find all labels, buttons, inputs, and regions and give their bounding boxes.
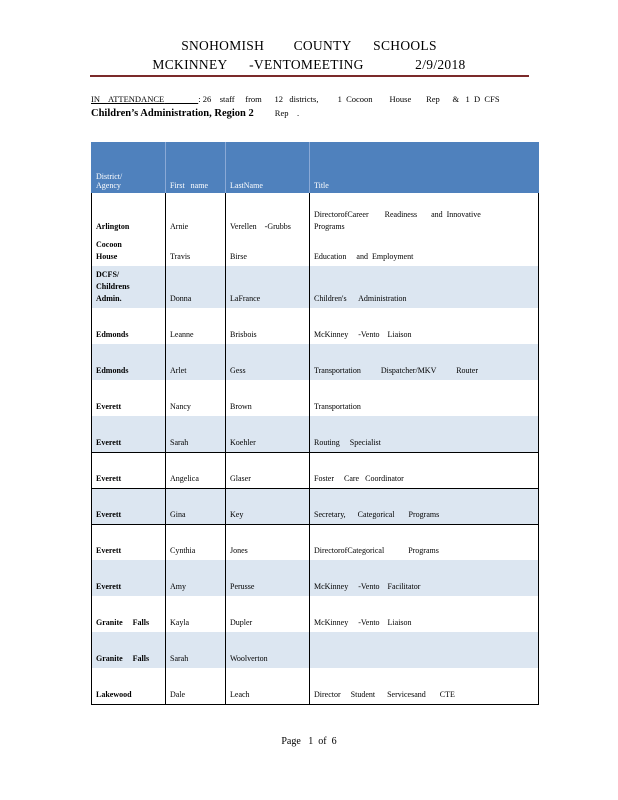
last-name-cell: Gess	[226, 344, 310, 380]
first-name-cell: Cynthia	[166, 524, 226, 560]
header-title: Title	[310, 142, 539, 193]
first-name-cell: Angelica	[166, 452, 226, 488]
district-cell: Arlington	[92, 193, 166, 236]
page-number: Page 1 of 6	[281, 736, 337, 747]
table-header-row	[92, 142, 539, 193]
last-name-cell: Dupler	[226, 596, 310, 632]
last-name-cell: Brisbois	[226, 308, 310, 344]
title-cell: Children's Administration	[310, 266, 539, 308]
table-row	[92, 416, 539, 452]
district-cell: Cocoon House	[92, 236, 166, 266]
first-name-cell: Arlet	[166, 344, 226, 380]
region-name: Children’s Administration, Region 2	[91, 108, 254, 119]
attendance-table	[91, 142, 539, 705]
last-name-cell: Koehler	[226, 416, 310, 452]
region-line	[91, 108, 299, 119]
document-title: SNOHOMISH COUNTY SCHOOLS	[181, 38, 437, 53]
district-cell: Everett	[92, 560, 166, 596]
district-cell: DCFS/ Childrens Admin.	[92, 266, 166, 308]
district-cell: Edmonds	[92, 308, 166, 344]
last-name-cell: Birse	[226, 236, 310, 266]
attendance-text: : 26 staff from 12 districts, 1 Cocoon House Rep & 1 D CFS	[198, 94, 500, 104]
first-name-cell: Arnie	[166, 193, 226, 236]
last-name-cell: Leach	[226, 668, 310, 704]
table-row	[92, 632, 539, 668]
meeting-subtitle: MCKINNEY -VENTOMEETING 2/9/2018	[152, 57, 466, 72]
region-rep: Rep .	[274, 108, 300, 118]
table-row	[92, 452, 539, 488]
table-row	[92, 560, 539, 596]
title-cell: Director Student Servicesand CTE	[310, 668, 539, 704]
header-first-name: First name	[166, 142, 226, 193]
district-cell: Everett	[92, 416, 166, 452]
header-last-name: LastName	[226, 142, 310, 193]
district-cell: Everett	[92, 380, 166, 416]
last-name-cell: Glaser	[226, 452, 310, 488]
first-name-cell: Kayla	[166, 596, 226, 632]
table-row	[92, 380, 539, 416]
title-cell: Transportation Dispatcher/MKV Router	[310, 344, 539, 380]
header-district: District/ Agency	[92, 142, 166, 193]
table-row	[92, 668, 539, 704]
title-cell: Foster Care Coordinator	[310, 452, 539, 488]
first-name-cell: Dale	[166, 668, 226, 704]
title-cell: DirectorofCategorical Programs	[310, 524, 539, 560]
title-cell: Education and Employment	[310, 236, 539, 266]
table-row	[92, 266, 539, 308]
last-name-cell: LaFrance	[226, 266, 310, 308]
title-cell: Secretary, Categorical Programs	[310, 488, 539, 524]
first-name-cell: Leanne	[166, 308, 226, 344]
title-cell: McKinney -Vento Liaison	[310, 596, 539, 632]
last-name-cell: Jones	[226, 524, 310, 560]
district-cell: Granite Falls	[92, 596, 166, 632]
title-cell: McKinney -Vento Liaison	[310, 308, 539, 344]
district-cell: Granite Falls	[92, 632, 166, 668]
table-row	[92, 596, 539, 632]
first-name-cell: Amy	[166, 560, 226, 596]
title-rule	[90, 75, 529, 77]
table-row	[92, 524, 539, 560]
title-cell: DirectorofCareer Readiness and Innovative Programs	[310, 193, 539, 236]
table-row	[92, 344, 539, 380]
district-cell: Everett	[92, 452, 166, 488]
title-cell: Transportation	[310, 380, 539, 416]
district-cell: Everett	[92, 524, 166, 560]
last-name-cell: Perusse	[226, 560, 310, 596]
last-name-cell: Woolverton	[226, 632, 310, 668]
table-row	[92, 236, 539, 266]
district-cell: Edmonds	[92, 344, 166, 380]
first-name-cell: Travis	[166, 236, 226, 266]
first-name-cell: Sarah	[166, 632, 226, 668]
table-row	[92, 308, 539, 344]
first-name-cell: Nancy	[166, 380, 226, 416]
last-name-cell: Brown	[226, 380, 310, 416]
table-row	[92, 193, 539, 236]
district-cell: Everett	[92, 488, 166, 524]
table-row	[92, 488, 539, 524]
first-name-cell: Sarah	[166, 416, 226, 452]
district-cell: Lakewood	[92, 668, 166, 704]
attendance-label: IN ATTENDANCE	[91, 94, 165, 104]
first-name-cell: Gina	[166, 488, 226, 524]
attendance-line	[91, 94, 500, 104]
title-cell: Routing Specialist	[310, 416, 539, 452]
title-cell	[310, 632, 539, 668]
last-name-cell: Key	[226, 488, 310, 524]
last-name-cell: Verellen -Grubbs	[226, 193, 310, 236]
title-cell: McKinney -Vento Facilitator	[310, 560, 539, 596]
first-name-cell: Donna	[166, 266, 226, 308]
